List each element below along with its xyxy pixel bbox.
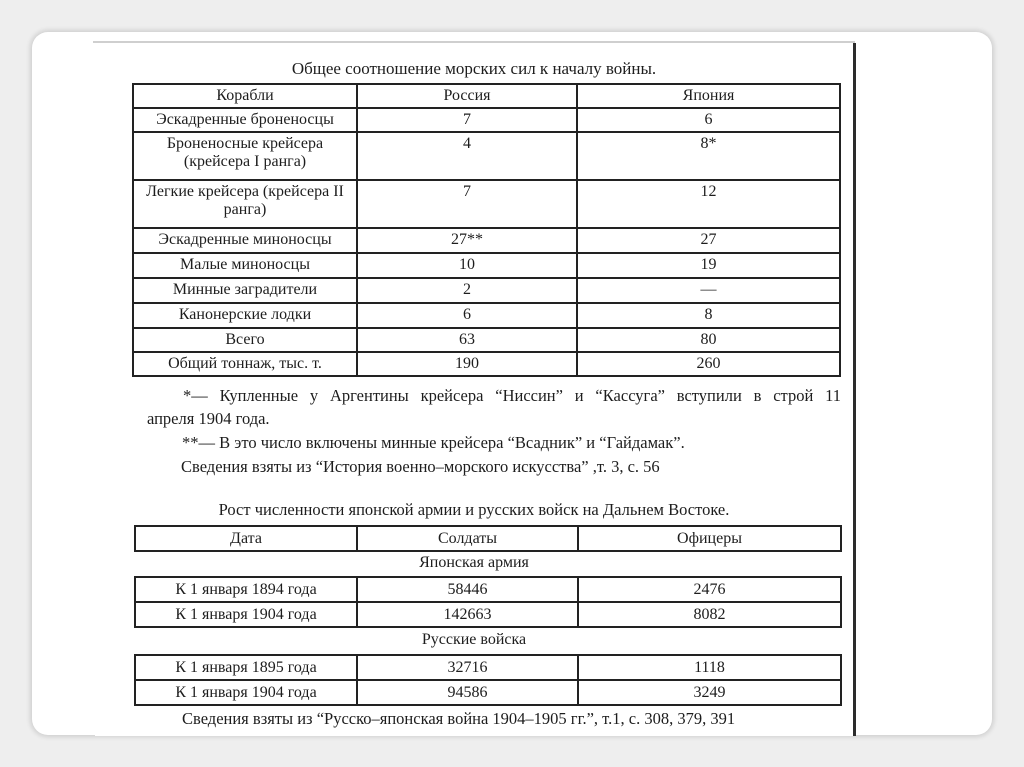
table-row	[135, 577, 841, 602]
russia-count: 63	[357, 328, 577, 352]
russian-troops-table	[134, 654, 842, 706]
russia-count: 10	[357, 253, 577, 278]
header-ships: Корабли	[133, 84, 357, 108]
japanese-army-table	[134, 576, 842, 628]
ship-type: Броненосные крейсера (крейсера I ранга)	[133, 132, 357, 180]
footnote-2: **— В это число включены минные крейсера “Всадник” и “Гайдамак”.	[182, 433, 685, 452]
table-row	[133, 228, 840, 253]
ship-type: Общий тоннаж, тыс. т.	[133, 352, 357, 376]
japan-count: 27	[577, 228, 840, 253]
footnote-1: *— Купленные у Аргентины крейсера “Ниссин” и “Кассуга” вступили в строй 11	[183, 386, 841, 405]
japan-count: 12	[577, 180, 840, 228]
table-row	[133, 303, 840, 328]
japan-count: 19	[577, 253, 840, 278]
table-row	[133, 352, 840, 376]
table-row	[135, 680, 841, 705]
officers-cell: 2476	[578, 577, 841, 602]
ship-type: Малые миноносцы	[133, 253, 357, 278]
army-table-title: Рост численности японской армии и русских войск на Дальнем Востоке.	[218, 500, 730, 519]
date-cell: К 1 января 1904 года	[135, 602, 357, 627]
officers-cell: 3249	[578, 680, 841, 705]
ship-type: Эскадренные миноносцы	[133, 228, 357, 253]
table-header-row	[135, 526, 841, 551]
russia-count: 27**	[357, 228, 577, 253]
header-japan: Япония	[577, 84, 840, 108]
date-cell: К 1 января 1904 года	[135, 680, 357, 705]
soldiers-cell: 94586	[357, 680, 578, 705]
japan-count: 8*	[577, 132, 840, 180]
table-row	[133, 132, 840, 180]
header-russia: Россия	[357, 84, 577, 108]
naval-source: Сведения взяты из “История военно–морского искусства” ,т. 3, с. 56	[181, 457, 660, 476]
japan-count: 8	[577, 303, 840, 328]
header-date: Дата	[135, 526, 357, 551]
header-soldiers: Солдаты	[357, 526, 578, 551]
date-cell: К 1 января 1895 года	[135, 655, 357, 680]
scanned-page	[95, 43, 856, 736]
ship-type: Всего	[133, 328, 357, 352]
japan-count: 6	[577, 108, 840, 132]
army-header-table	[134, 525, 842, 552]
russia-count: 6	[357, 303, 577, 328]
ship-type: Минные заградители	[133, 278, 357, 303]
japan-count: 260	[577, 352, 840, 376]
table-header-row	[133, 84, 840, 108]
russian-troops-label: Русские войска	[421, 631, 527, 648]
date-cell: К 1 января 1894 года	[135, 577, 357, 602]
soldiers-cell: 32716	[357, 655, 578, 680]
ship-type: Канонерские лодки	[133, 303, 357, 328]
ship-type: Легкие крейсера (крейсера II ранга)	[133, 180, 357, 228]
russia-count: 7	[357, 180, 577, 228]
table-row	[133, 278, 840, 303]
naval-forces-table	[132, 83, 841, 377]
japan-count: —	[577, 278, 840, 303]
ship-type: Эскадренные броненосцы	[133, 108, 357, 132]
naval-table-title: Общее соотношение морских сил к началу войны.	[291, 59, 657, 78]
officers-cell: 1118	[578, 655, 841, 680]
table-row	[133, 328, 840, 352]
soldiers-cell: 142663	[357, 602, 578, 627]
japan-count: 80	[577, 328, 840, 352]
table-row	[135, 602, 841, 627]
table-row	[133, 180, 840, 228]
russia-count: 4	[357, 132, 577, 180]
army-source: Сведения взяты из “Русско–японская война 1904–1905 гг.”, т.1, с. 308, 379, 391	[182, 709, 736, 728]
footnote-1-continuation: апреля 1904 года.	[147, 409, 270, 428]
officers-cell: 8082	[578, 602, 841, 627]
japanese-army-label: Японская армия	[419, 554, 529, 571]
table-row	[133, 253, 840, 278]
table-row	[133, 108, 840, 132]
russia-count: 2	[357, 278, 577, 303]
russia-count: 190	[357, 352, 577, 376]
table-row	[135, 655, 841, 680]
russia-count: 7	[357, 108, 577, 132]
soldiers-cell: 58446	[357, 577, 578, 602]
header-officers: Офицеры	[578, 526, 841, 551]
